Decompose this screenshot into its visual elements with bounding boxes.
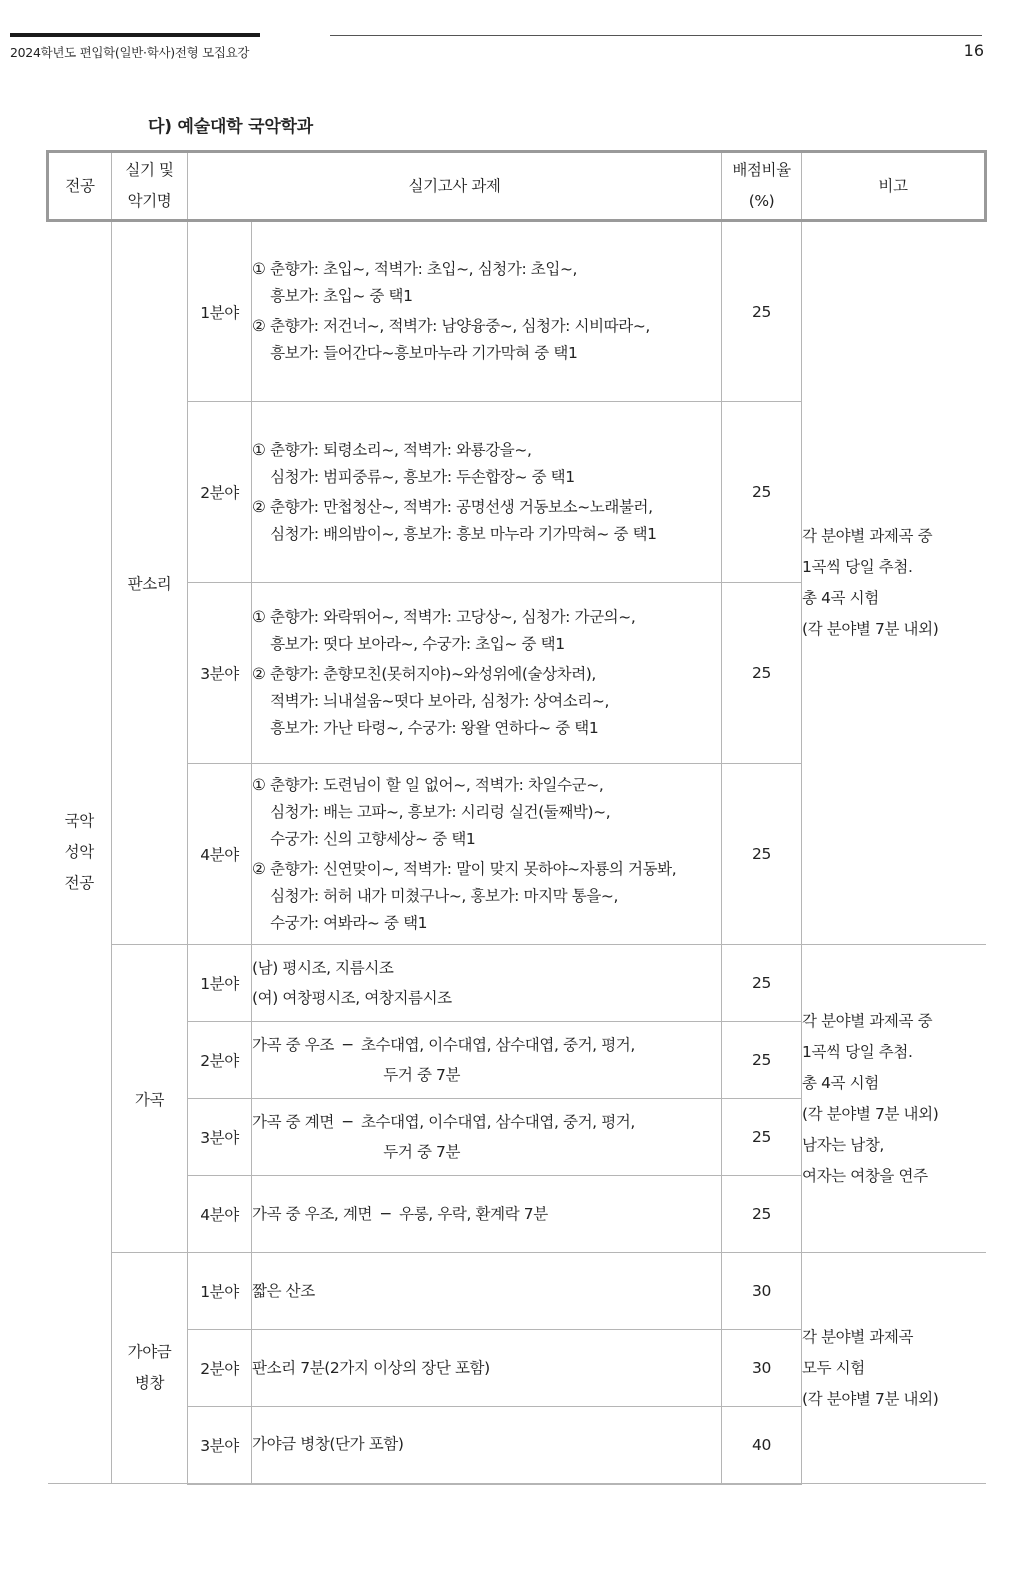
table-row [48,945,986,1022]
col-header-task: 실기고사 과제 [188,152,722,221]
col-header-instrument: 실기 및 악기명 [112,152,188,221]
task-cell [252,402,722,583]
field-cell: 1분야 [188,945,252,1022]
ratio-cell: 25 [722,1022,802,1099]
col-header-remark: 비고 [802,152,986,221]
task-cell: 가곡 중 우조 ─ 초수대엽, 이수대엽, 삼수대엽, 중거, 평거, 두거 중 7분 [252,1022,722,1099]
field-cell: 4분야 [188,1176,252,1253]
task-item: ① 춘향가: 와락뛰어~, 적벽가: 고당상~, 심청가: 가군의~, 흥보가: 떳다 보아라~, 수궁가: 초입~ 중 택1 [252,608,636,653]
remark-cell-pansori: 각 분야별 과제곡 중 1곡씩 당일 추첨. 총 4곡 시험 (각 분야별 7분 내외) [802,221,986,945]
ratio-cell: 30 [722,1330,802,1407]
instrument-label: 병창 [134,1374,165,1392]
ratio-cell: 25 [722,764,802,945]
task-cell: (남) 평시조, 지름시조 (여) 여창평시조, 여창지름시조 [252,945,722,1022]
task-cell [252,583,722,764]
task-cell: 가곡 중 계면 ─ 초수대엽, 이수대엽, 삼수대엽, 중거, 평거, 두거 중 7분 [252,1099,722,1176]
col-header-major: 전공 [48,152,112,221]
task-cell [252,221,722,402]
instrument-cell-pansori [112,221,188,945]
table-row [48,1253,986,1330]
field-cell: 2분야 [188,402,252,583]
field-cell: 3분야 [188,1407,252,1484]
section-title: 다) 예술대학 국악학과 [148,117,314,137]
remark-cell-gagok: 각 분야별 과제곡 중 1곡씩 당일 추첨. 총 4곡 시험 (각 분야별 7분 내외) 남자는 남창, 여자는 여창을 연주 [802,945,986,1253]
field-cell: 2분야 [188,1022,252,1099]
ratio-cell: 25 [722,945,802,1022]
task-item: ① 춘향가: 퇴령소리~, 적벽가: 와룡강을~, 심청가: 범피중류~, 흥보가: 두손합장~ 중 택1 [252,440,575,486]
major-label: 전공 [64,874,94,892]
instrument-cell-gagok [112,945,188,1253]
ratio-cell: 25 [722,221,802,402]
task-item: ② 춘향가: 춘향모친(못허지야)~와성위에(술상차려), 적벽가: 늬내설움~떳다 보아라, 심청가: 상여소리~, 흥보가: 가난 타령~, 수궁가: 왕왈 연하다~ 중 택1 [252,665,609,737]
task-item: ① 춘향가: 도련님이 할 일 없어~, 적벽가: 차일수군~, 심청가: 배는 고파~, 흥보가: 시리렁 실건(둘째박)~, 수궁가: 신의 고향세상~ 중 택1 [252,775,611,848]
ratio-cell: 25 [722,1099,802,1176]
header-rule-thick [10,33,260,37]
instrument-label: 가곡 [134,1090,165,1109]
ratio-cell: 40 [722,1407,802,1484]
field-cell: 1분야 [188,1253,252,1330]
ratio-cell: 30 [722,1253,802,1330]
page-number: 16 [963,41,984,60]
field-cell: 2분야 [188,1330,252,1407]
ratio-cell: 25 [722,1176,802,1253]
major-label: 성악 [64,843,94,861]
practical-exam-table [46,150,987,1485]
col-header-ratio: 배점비율 (%) [722,152,802,221]
ratio-cell: 25 [722,402,802,583]
table-header-row [48,152,986,221]
instrument-label: 가야금 [127,1343,172,1361]
remark-cell-gayageum: 각 분야별 과제곡 모두 시험 (각 분야별 7분 내외) [802,1253,986,1484]
field-cell: 3분야 [188,1099,252,1176]
task-cell: 판소리 7분(2가지 이상의 장단 포함) [252,1330,722,1407]
task-cell [252,764,722,945]
header-rule-thin [330,35,982,36]
task-cell: 가야금 병창(단가 포함) [252,1407,722,1484]
task-cell: 짧은 산조 [252,1253,722,1330]
task-item: ② 춘향가: 저건너~, 적벽가: 남양융중~, 심청가: 시비따라~, 흥보가: 들어간다~흥보마누라 기가막혀 중 택1 [252,317,650,362]
major-cell [48,221,112,1484]
task-item: ① 춘향가: 초입~, 적벽가: 초입~, 심청가: 초입~, 흥보가: 초입~ 중 택1 [252,260,578,305]
instrument-cell-gayageum [112,1253,188,1484]
ratio-cell: 25 [722,583,802,764]
field-cell: 4분야 [188,764,252,945]
major-label: 국악 [64,812,94,830]
task-item: ② 춘향가: 만첩청산~, 적벽가: 공명선생 거동보소~노래불러, 심청가: 배의밤이~, 흥보가: 흥보 마누라 기가막혀~ 중 택1 [252,497,657,543]
task-item: ② 춘향가: 신연맞이~, 적벽가: 말이 맞지 못하야~자룡의 거동봐, 심청가: 허허 내가 미쳤구나~, 홍보가: 마지막 통을~, 수궁가: 여봐라~ 중 택1 [252,859,677,932]
instrument-label: 판소리 [127,575,172,593]
table-row [48,221,986,402]
field-cell: 3분야 [188,583,252,764]
field-cell: 1분야 [188,221,252,402]
task-cell: 가곡 중 우조, 계면 ─ 우롱, 우락, 환계락 7분 [252,1176,722,1253]
document-title: 2024학년도 편입학(일반·학사)전형 모집요강 [10,45,250,60]
